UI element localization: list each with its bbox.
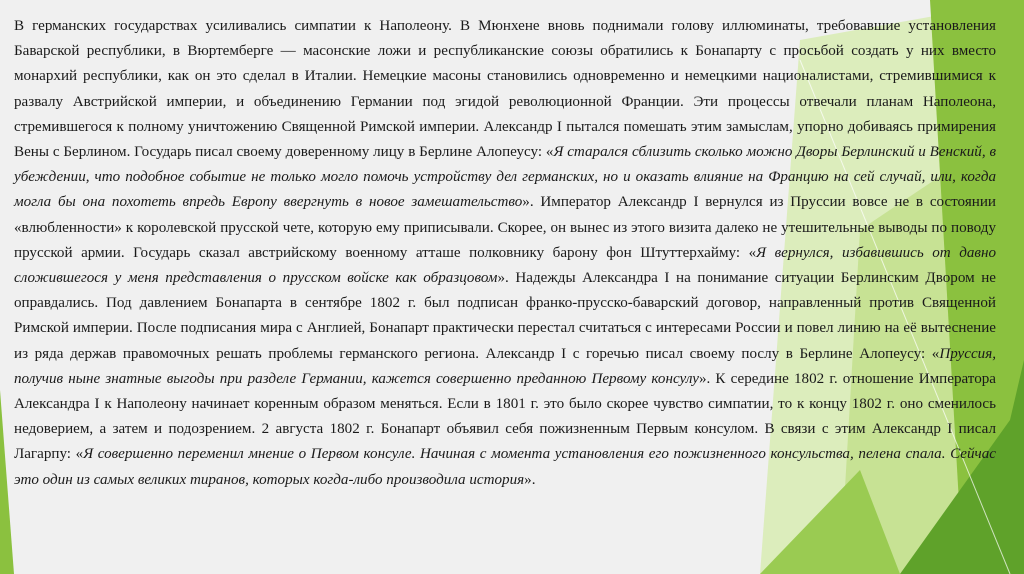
left-edge-stripe (0, 390, 14, 574)
text-run: ». (524, 471, 536, 488)
text-run: ». К середине 1802 г. отношение Императора Александра I к Наполеону начинает коренным образом меняться. Если в 1801 г. это было скорее чувство симпатии, то к концу 1802 г. оно сменилось недоверием, а затем и подозрением. 2 августа 1802 г. Бонапарт объявил себя пожизненным Первым консулом. В связи с этим Александр I писал Лагарпу: « (14, 370, 996, 463)
quote-alopeus-2: Пруссия, получив ныне знатные выгоды при разделе Германии, кажется совершенно преданною Первому консулу (14, 345, 996, 387)
text-run: ». Император Александр I вернулся из Пруссии вовсе не в состоянии «влюбленности» к королевской прусской чете, которую ему приписывали. Скорее, он вынес из этого визита далеко не утешительные выводы по поводу прусской армии. Государь сказал австрийскому военному атташе полковнику барону фон Штуттерхайму: « (14, 194, 996, 261)
quote-laharpe: Я совершенно переменил мнение о Первом консуле. Начиная с момента установления его пожизненного консульства, пелена спала. Сейчас это один из самых великих тиранов, которых когда-либо производила история (14, 446, 996, 488)
text-run: В германских государствах усиливались симпатии к Наполеону. В Мюнхене вновь поднимали голову иллюминаты, требовавшие установления Баварской республики, в Вюртемберге — масонские ложи и республиканские союзы обратились к Бонапарту с просьбой создать у них вместо монархий республики, как он это сделал в Италии. Немецкие масоны становились одновременно и немецкими националистами, стремившимися к развалу Австрийской империи, и объединению Германии под эгидой революционной Франции. Эти процессы отвечали планам Наполеона, стремившегося к полному уничтожению Священной Римской империи. Александр I пытался помешать этим замыслам, упорно добиваясь примирения Вены с Берлином. Государь писал своему доверенному лицу в Берлине Алопеусу: « (14, 18, 996, 161)
text-run: ». Надежды Александра I на понимание ситуации Берлинским Двором не оправдались. Под давлением Бонапарта в сентябре 1802 г. был подписан франко-прусско-баварский договор, направленный против Священной Римской империи. После подписания мира с Англией, Бонапарт практически перестал считаться с интересами России и повел линию на её вытеснение из ряда держав правомочных решать проблемы германского региона. Александр I с горечью писал своему послу в Берлине Алопеусу: « (14, 270, 996, 362)
body-text (14, 14, 996, 493)
paragraph (14, 14, 996, 493)
quote-alopeus-1: Я старался сблизить сколько можно Дворы Берлинский и Венский, в убеждении, что подобное событие не только могло помочь устройству дел германских, но и оказать влияние на Францию на сей случай, или, когда могла бы она похотеть впредь Европу ввергнуть в новое замешательство (14, 144, 997, 211)
quote-stutterheim: Я вернулся, избавившись от давно сложившегося у меня представления о прусском войске как образцовом (14, 244, 996, 287)
